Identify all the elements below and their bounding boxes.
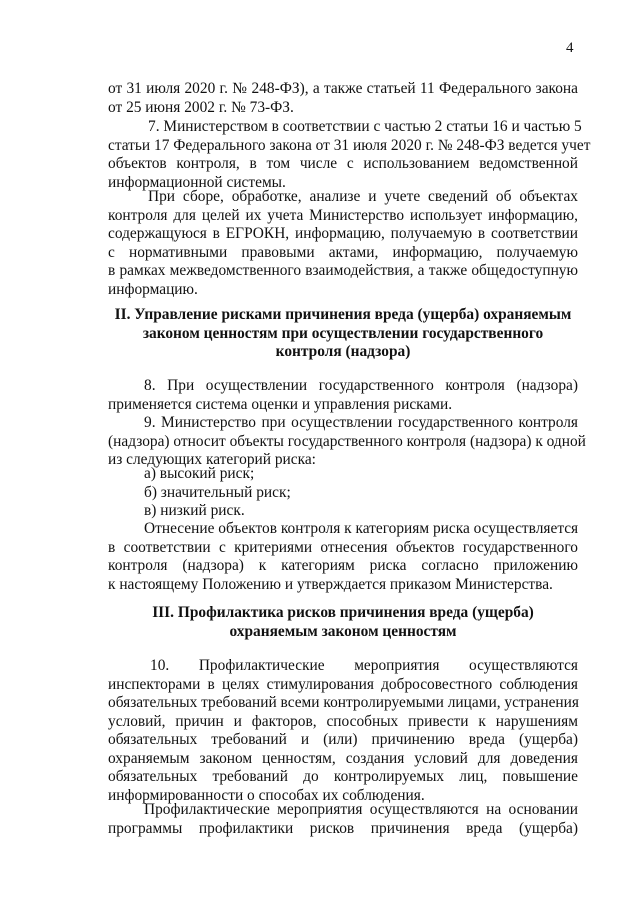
text-line: инспекторами в целях стимулирования добросовестного соблюдения — [108, 675, 578, 693]
heading-line: III. Профилактика рисков причинения вреда (ущерба) — [152, 604, 534, 621]
text-line: контроля (надзора) к категориям риска согласно приложению — [108, 557, 578, 574]
page-number: 4 — [566, 40, 574, 56]
text-line: содержащуюся в ЕГРОКН, информацию, получаемую в соответствии — [108, 225, 578, 242]
paragraph-item-7 — [108, 118, 591, 192]
text-line: в рамках межведомственного взаимодействия, а также общедоступную — [108, 262, 578, 279]
text-line: применяется система оценки и управления рисками. — [108, 395, 453, 413]
paragraph-item-10 — [108, 657, 578, 805]
text-line: информированности о способах их соблюдения. — [108, 786, 425, 804]
text-line: Профилактические мероприятия осуществляются на основании — [144, 801, 578, 818]
text-line: информацию. — [108, 280, 198, 298]
text-line: контроля для целей их учета Министерство использует информацию, — [108, 206, 578, 224]
paragraph-prevention-program — [108, 801, 578, 838]
risk-category-list — [108, 465, 578, 521]
text-line: обязательных требований и (или) причинению вреда (ущерба) — [108, 731, 578, 748]
list-item: б) значительный риск; — [144, 483, 291, 501]
text-line: от 31 июля 2020 г. № 248-ФЗ), а также статьей 11 Федерального закона — [108, 80, 578, 97]
heading-line: контроля (надзора) — [275, 343, 411, 360]
list-item: в) низкий риск. — [144, 502, 245, 519]
paragraph-risk-assignment — [108, 520, 578, 594]
text-line: 7. Министерством в соответствии с частью 2 статьи 16 и частью 5 — [148, 118, 582, 135]
text-line: обязательных требований всеми контролируемыми лицами, устранения — [108, 694, 579, 711]
heading-line: охраняемым законом ценностям — [229, 622, 457, 640]
text-line: с нормативными правовыми актами, информацию, получаемую — [108, 243, 578, 261]
paragraph-law-reference — [108, 80, 578, 117]
text-line: Отнесение объектов контроля к категориям риска осуществляется — [144, 520, 579, 537]
section-heading-3 — [108, 603, 578, 640]
text-line: в соответствии с критериями отнесения объектов государственного — [108, 538, 578, 556]
text-line: обязательных требований до контролируемых лиц, повышение — [108, 768, 578, 785]
text-line: (надзора) относит объекты государственного контроля (надзора) к одной — [108, 432, 586, 450]
text-line: При сборе, обработке, анализе и учете сведений об объектах — [148, 188, 578, 205]
paragraph-item-8 — [108, 377, 578, 414]
text-line: 8. При осуществлении государственного контроля (надзора) — [144, 377, 578, 394]
heading-line: законом ценностям при осуществлении государственного — [142, 324, 544, 342]
text-line: информационной системы. — [108, 173, 286, 191]
list-item: а) высокий риск; — [144, 465, 255, 482]
text-line: статьи 17 Федерального закона от 31 июля 2020 г. № 248-ФЗ ведется учет — [108, 136, 591, 154]
heading-line: II. Управление рисками причинения вреда (ущерба) охраняемым — [114, 306, 572, 323]
text-line: из следующих категорий риска: — [108, 451, 316, 468]
paragraph-information-collection — [108, 188, 578, 299]
paragraph-item-9 — [108, 414, 586, 470]
text-line: охраняемым законом ценностям, создания условий для доведения — [108, 749, 578, 767]
text-line: 9. Министерство при осуществлении государственного контроля — [144, 414, 578, 431]
text-line: объектов контроля, в том числе с использованием ведомственной — [108, 155, 578, 172]
text-line: 10. Профилактические мероприятия осуществляются — [150, 657, 578, 674]
section-heading-2 — [108, 305, 578, 361]
text-line: к настоящему Положению и утверждается приказом Министерства. — [108, 575, 553, 593]
text-line: от 25 июня 2002 г. № 73-ФЗ. — [108, 98, 294, 116]
text-line: программы профилактики рисков причинения вреда (ущерба) — [108, 819, 578, 837]
text-line: условий, причин и факторов, способных привести к нарушениям — [108, 712, 578, 730]
